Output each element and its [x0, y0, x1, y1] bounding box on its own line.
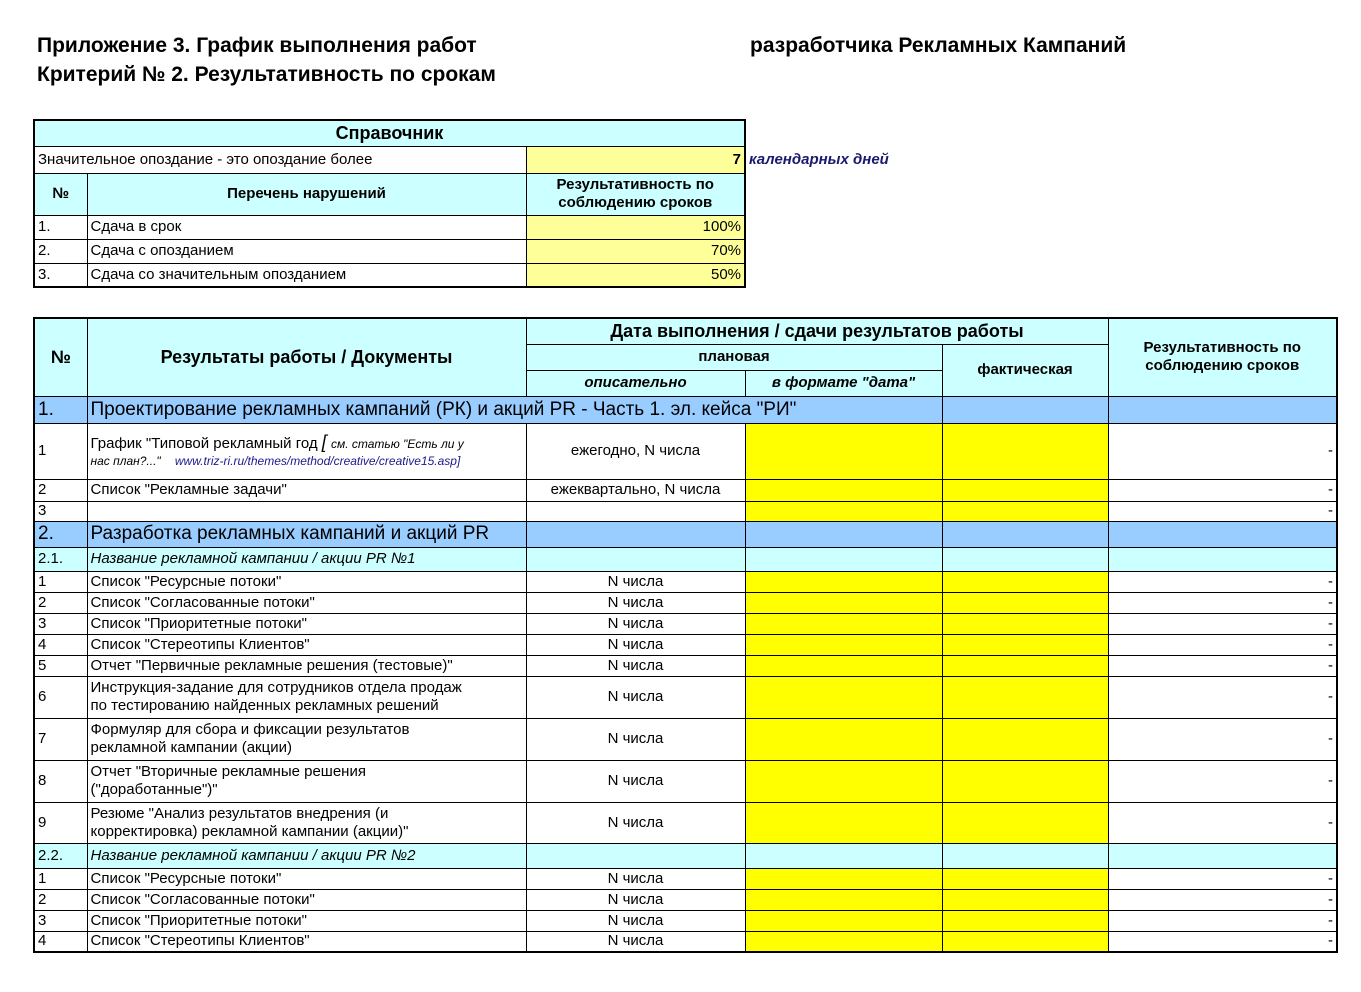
- subsection-num: 2.1.: [34, 547, 87, 571]
- row-plan-descriptive: N числа: [526, 802, 745, 843]
- row-plan-date[interactable]: [745, 423, 942, 479]
- section-num: 1.: [34, 396, 87, 423]
- row-plan-descriptive: ежеквартально, N числа: [526, 479, 745, 501]
- row-actual-date[interactable]: [942, 613, 1108, 634]
- row-actual-date[interactable]: [942, 592, 1108, 613]
- row-effectiveness: -: [1108, 423, 1337, 479]
- delay-label: Значительное опоздание - это опоздание более: [34, 146, 526, 173]
- title-criterion: Критерий № 2. Результативность по срокам: [37, 63, 496, 86]
- subsection-title: Название рекламной кампании / акции PR №1: [87, 547, 526, 571]
- ref-col-result: Результативность по соблюдению сроков: [526, 173, 745, 215]
- row-document: Отчет "Первичные рекламные решения (тестовые)": [87, 655, 526, 676]
- title-appendix: Приложение 3. График выполнения работ: [37, 34, 477, 57]
- row-num: 3: [34, 613, 87, 634]
- row-effectiveness: -: [1108, 501, 1337, 521]
- row-num: 3: [34, 501, 87, 521]
- row-num: 4: [34, 634, 87, 655]
- row-document: [87, 501, 526, 521]
- row-document: [87, 423, 526, 479]
- title-developer: разработчика Рекламных Кампаний: [750, 34, 1127, 57]
- row-plan-descriptive: [526, 501, 745, 521]
- row-effectiveness: -: [1108, 718, 1337, 760]
- row-document: Список "Приоритетные потоки": [87, 613, 526, 634]
- main-col-actual: фактическая: [942, 344, 1108, 396]
- ref-row-num: 2.: [34, 239, 87, 263]
- schedule-table: [33, 317, 1338, 953]
- main-col-date-format: в формате "дата": [745, 370, 942, 396]
- row-num: 2: [34, 479, 87, 501]
- ref-row-value: 70%: [526, 239, 745, 263]
- row-plan-descriptive: N числа: [526, 634, 745, 655]
- row-document-line: рекламной кампании (акции): [90, 739, 292, 756]
- row-document: [87, 718, 526, 760]
- row-plan-descriptive: N числа: [526, 718, 745, 760]
- row-actual-date[interactable]: [942, 634, 1108, 655]
- row-document-line: Отчет "Вторичные рекламные решения: [90, 763, 366, 780]
- row-num: 6: [34, 676, 87, 718]
- article-link[interactable]: www.triz-ri.ru/themes/method/creative/creative15.asp]: [174, 454, 461, 468]
- ref-row-value: 50%: [526, 263, 745, 287]
- row-actual-date[interactable]: [942, 501, 1108, 521]
- row-document-line: по тестированию найденных рекламных решений: [90, 697, 439, 714]
- row-num: 9: [34, 802, 87, 843]
- row-num: 1: [34, 423, 87, 479]
- row-plan-descriptive: N числа: [526, 889, 745, 910]
- main-col-num: №: [34, 318, 87, 396]
- row-actual-date[interactable]: [942, 760, 1108, 802]
- row-plan-descriptive: N числа: [526, 592, 745, 613]
- row-document-note2: нас план?...": [90, 454, 161, 468]
- row-effectiveness: -: [1108, 868, 1337, 889]
- subsection-num: 2.2.: [34, 843, 87, 868]
- row-actual-date[interactable]: [942, 931, 1108, 952]
- ref-row-num: 3.: [34, 263, 87, 287]
- row-document: Список "Рекламные задачи": [87, 479, 526, 501]
- row-document: [87, 760, 526, 802]
- row-effectiveness: -: [1108, 676, 1337, 718]
- row-plan-date[interactable]: [745, 676, 942, 718]
- main-col-effectiveness: Результативность по соблюдению сроков: [1108, 318, 1337, 396]
- row-effectiveness: -: [1108, 592, 1337, 613]
- row-plan-date[interactable]: [745, 634, 942, 655]
- ref-row-num: 1.: [34, 215, 87, 239]
- row-effectiveness: -: [1108, 889, 1337, 910]
- row-document-line: Инструкция-задание для сотрудников отдела продаж: [90, 679, 462, 696]
- row-actual-date[interactable]: [942, 676, 1108, 718]
- row-actual-date[interactable]: [942, 655, 1108, 676]
- row-plan-descriptive: N числа: [526, 613, 745, 634]
- row-document: Список "Стереотипы Клиентов": [87, 931, 526, 952]
- row-num: 2: [34, 592, 87, 613]
- row-document: Список "Согласованные потоки": [87, 592, 526, 613]
- ref-row-name: Сдача в срок: [87, 215, 526, 239]
- row-num: 1: [34, 571, 87, 592]
- row-plan-date[interactable]: [745, 868, 942, 889]
- delay-unit: календарных дней: [749, 151, 889, 168]
- row-actual-date[interactable]: [942, 910, 1108, 931]
- row-document: [87, 676, 526, 718]
- section-num: 2.: [34, 521, 87, 547]
- row-document-line: Формуляр для сбора и фиксации результатов: [90, 721, 410, 738]
- row-plan-descriptive: N числа: [526, 655, 745, 676]
- ref-row-name: Сдача с опозданием: [87, 239, 526, 263]
- row-plan-date[interactable]: [745, 501, 942, 521]
- row-num: 1: [34, 868, 87, 889]
- row-num: 5: [34, 655, 87, 676]
- row-document: Список "Ресурсные потоки": [87, 571, 526, 592]
- row-document: Список "Стереотипы Клиентов": [87, 634, 526, 655]
- row-effectiveness: -: [1108, 931, 1337, 952]
- main-col-results: Результаты работы / Документы: [87, 318, 526, 396]
- row-actual-date[interactable]: [942, 868, 1108, 889]
- row-num: 8: [34, 760, 87, 802]
- row-actual-date[interactable]: [942, 802, 1108, 843]
- row-plan-date[interactable]: [745, 889, 942, 910]
- ref-row-value: 100%: [526, 215, 745, 239]
- row-plan-date[interactable]: [745, 760, 942, 802]
- row-plan-date[interactable]: [745, 571, 942, 592]
- ref-col-num: №: [34, 173, 87, 215]
- row-plan-date[interactable]: [745, 479, 942, 501]
- row-document: Список "Ресурсные потоки": [87, 868, 526, 889]
- delay-value: 7: [526, 146, 745, 173]
- row-effectiveness: -: [1108, 802, 1337, 843]
- reference-table: [33, 119, 746, 288]
- row-document-line: ("доработанные")": [90, 781, 218, 798]
- row-plan-descriptive: N числа: [526, 676, 745, 718]
- row-plan-descriptive: N числа: [526, 910, 745, 931]
- row-plan-date[interactable]: [745, 613, 942, 634]
- row-plan-date[interactable]: [745, 655, 942, 676]
- row-num: 4: [34, 931, 87, 952]
- row-plan-descriptive: N числа: [526, 571, 745, 592]
- row-actual-date[interactable]: [942, 889, 1108, 910]
- reference-title: Справочник: [34, 120, 745, 146]
- main-col-date: Дата выполнения / сдачи результатов работы: [526, 318, 1108, 344]
- row-actual-date[interactable]: [942, 571, 1108, 592]
- row-document: Список "Приоритетные потоки": [87, 910, 526, 931]
- row-effectiveness: -: [1108, 479, 1337, 501]
- main-col-planned: плановая: [526, 344, 942, 370]
- row-plan-date[interactable]: [745, 802, 942, 843]
- row-plan-descriptive: ежегодно, N числа: [526, 423, 745, 479]
- section-title: Проектирование рекламных кампаний (РК) и акций PR - Часть 1. эл. кейса "РИ": [87, 396, 942, 423]
- row-plan-date[interactable]: [745, 592, 942, 613]
- row-document: Список "Согласованные потоки": [87, 889, 526, 910]
- row-plan-descriptive: N числа: [526, 931, 745, 952]
- row-num: 2: [34, 889, 87, 910]
- row-document-text: График "Типовой рекламный год: [90, 435, 318, 452]
- row-actual-date[interactable]: [942, 423, 1108, 479]
- row-effectiveness: -: [1108, 613, 1337, 634]
- bracket-glyph: [: [321, 432, 327, 452]
- row-num: 3: [34, 910, 87, 931]
- row-document-line: корректировка) рекламной кампании (акции)": [90, 822, 409, 840]
- row-plan-date[interactable]: [745, 718, 942, 760]
- row-actual-date[interactable]: [942, 718, 1108, 760]
- row-plan-date[interactable]: [745, 910, 942, 931]
- row-effectiveness: -: [1108, 655, 1337, 676]
- row-actual-date[interactable]: [942, 479, 1108, 501]
- row-num: 7: [34, 718, 87, 760]
- row-document-line: Резюме "Анализ результатов внедрения (и: [90, 804, 389, 822]
- subsection-title: Название рекламной кампании / акции PR №2: [87, 843, 526, 868]
- main-col-descriptive: описательно: [526, 370, 745, 396]
- row-plan-descriptive: N числа: [526, 868, 745, 889]
- row-plan-date[interactable]: [745, 931, 942, 952]
- row-effectiveness: -: [1108, 634, 1337, 655]
- row-document-note: см. статью "Есть ли у: [330, 437, 464, 451]
- row-effectiveness: -: [1108, 910, 1337, 931]
- ref-row-name: Сдача со значительным опозданием: [87, 263, 526, 287]
- row-document: [87, 802, 526, 843]
- row-effectiveness: -: [1108, 760, 1337, 802]
- section-title: Разработка рекламных кампаний и акций PR: [87, 521, 526, 547]
- ref-col-list: Перечень нарушений: [87, 173, 526, 215]
- row-effectiveness: -: [1108, 571, 1337, 592]
- row-plan-descriptive: N числа: [526, 760, 745, 802]
